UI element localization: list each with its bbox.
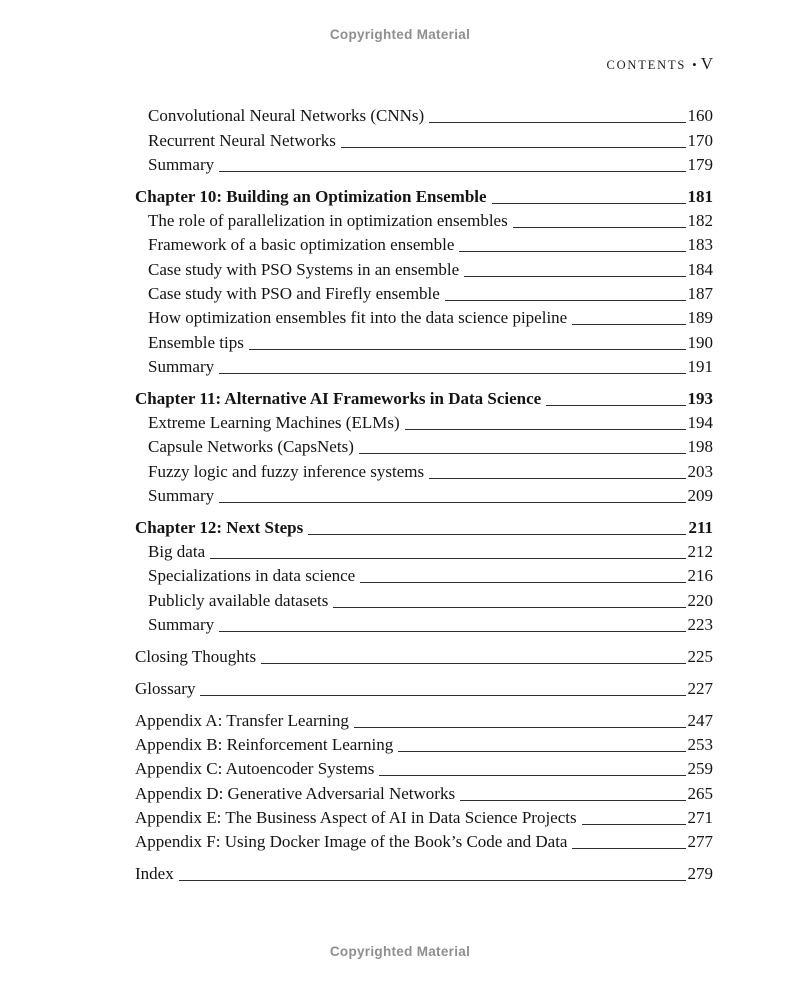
toc-leader-line xyxy=(492,203,686,204)
toc-entry-title: Framework of a basic optimization ensemble xyxy=(148,235,455,255)
toc-leader-line xyxy=(219,631,685,632)
toc-leader-line xyxy=(572,324,685,325)
toc-entry-page: 170 xyxy=(687,130,713,150)
toc-entry-page: 160 xyxy=(687,106,713,126)
toc-leader-line xyxy=(354,727,686,728)
toc-entry-page: 223 xyxy=(687,615,713,635)
toc-entry-title: Appendix F: Using Docker Image of the Book’s Code and Data xyxy=(135,832,568,852)
toc-entry xyxy=(135,434,713,458)
toc-entry-title: Appendix E: The Business Aspect of AI in Data Science Projects xyxy=(135,807,577,827)
toc-leader-line xyxy=(379,775,685,776)
toc-entry xyxy=(135,385,713,409)
toc-entry-title: Specializations in data science xyxy=(148,566,356,586)
copyright-watermark-top: Copyrighted Material xyxy=(329,27,471,42)
toc-entry xyxy=(135,410,713,434)
toc-entry xyxy=(135,707,713,731)
toc-entry-page: 179 xyxy=(687,154,713,174)
toc-entry-title: The role of parallelization in optimization ensembles xyxy=(148,211,508,231)
toc-entry xyxy=(135,329,713,353)
toc-entry-title: How optimization ensembles fit into the data science pipeline xyxy=(148,308,568,328)
toc-entry xyxy=(135,756,713,780)
toc-entry-page: 193 xyxy=(687,388,713,408)
toc-leader-line xyxy=(464,276,685,277)
toc-entry-page: 211 xyxy=(688,517,713,537)
toc-leader-line xyxy=(429,478,685,479)
toc-leader-line xyxy=(341,147,686,148)
toc-entry-page: 265 xyxy=(687,783,713,803)
toc-entry-title: Fuzzy logic and fuzzy inference systems xyxy=(148,461,425,481)
toc-entry xyxy=(135,281,713,305)
toc-entry-title: Publicly available datasets xyxy=(148,590,329,610)
toc-entry xyxy=(135,829,713,853)
toc-entry xyxy=(135,612,713,636)
toc-leader-line xyxy=(359,453,686,454)
toc-entry-title: Appendix A: Transfer Learning xyxy=(135,710,349,730)
toc-entry xyxy=(135,232,713,256)
toc-entry-page: 184 xyxy=(687,259,713,279)
toc xyxy=(135,103,713,885)
toc-entry-page: 194 xyxy=(687,413,713,433)
toc-entry-title: Capsule Networks (CapsNets) xyxy=(148,437,354,457)
header-bullet-separator: • xyxy=(692,57,697,72)
toc-entry-title: Extreme Learning Machines (ELMs) xyxy=(148,413,400,433)
toc-entry-page: 187 xyxy=(687,283,713,303)
toc-entry-title: Convolutional Neural Networks (CNNs) xyxy=(148,106,425,126)
toc-leader-line xyxy=(459,251,685,252)
toc-entry-title: Case study with PSO and Firefly ensemble xyxy=(148,283,440,303)
toc-entry-page: 203 xyxy=(687,461,713,481)
toc-leader-line xyxy=(572,848,685,849)
toc-entry-page: 225 xyxy=(687,646,713,666)
toc-entry-title: Index xyxy=(135,864,174,884)
toc-entry-title: Summary xyxy=(148,154,215,174)
toc-entry-page: 190 xyxy=(687,332,713,352)
toc-entry xyxy=(135,183,713,207)
toc-entry xyxy=(135,458,713,482)
toc-leader-line xyxy=(219,373,685,374)
toc-entry-title: Summary xyxy=(148,615,215,635)
toc-entry-page: 212 xyxy=(687,542,713,562)
toc-entry-page: 259 xyxy=(687,759,713,779)
toc-entry xyxy=(135,127,713,151)
toc-entry-title: Chapter 10: Building an Optimization Ensemble xyxy=(135,186,487,206)
toc-entry-page: 277 xyxy=(687,832,713,852)
toc-entry-title: Summary xyxy=(148,485,215,505)
toc-group xyxy=(135,676,713,700)
toc-leader-line xyxy=(308,534,686,535)
toc-entry-page: 247 xyxy=(687,710,713,730)
toc-entry-page: 253 xyxy=(687,734,713,754)
toc-leader-line xyxy=(333,607,685,608)
toc-group xyxy=(135,707,713,853)
toc-entry xyxy=(135,563,713,587)
toc-group xyxy=(135,861,713,885)
toc-leader-line xyxy=(445,300,686,301)
toc-entry xyxy=(135,515,713,539)
toc-entry-page: 216 xyxy=(687,566,713,586)
toc-entry xyxy=(135,539,713,563)
toc-entry-page: 209 xyxy=(687,485,713,505)
toc-leader-line xyxy=(179,880,686,881)
toc-group xyxy=(135,644,713,668)
toc-entry-page: 227 xyxy=(687,678,713,698)
toc-entry-title: Ensemble tips xyxy=(148,332,244,352)
toc-entry xyxy=(135,861,713,885)
toc-leader-line xyxy=(429,122,685,123)
toc-entry xyxy=(135,483,713,507)
toc-entry-page: 191 xyxy=(687,356,713,376)
header-page-number: V xyxy=(700,54,713,73)
toc-entry xyxy=(135,676,713,700)
toc-group xyxy=(135,183,713,377)
toc-entry-page: 271 xyxy=(687,807,713,827)
toc-entry-title: Case study with PSO Systems in an ensemble xyxy=(148,259,460,279)
toc-leader-line xyxy=(200,695,685,696)
toc-entry-page: 279 xyxy=(687,864,713,884)
toc-entry xyxy=(135,587,713,611)
toc-entry-title: Appendix D: Generative Adversarial Networks xyxy=(135,783,456,803)
toc-leader-line xyxy=(513,227,686,228)
toc-leader-line xyxy=(249,349,686,350)
toc-entry xyxy=(135,732,713,756)
header-contents-label: CONTENTS xyxy=(606,58,687,72)
toc-entry-page: 182 xyxy=(687,211,713,231)
toc-leader-line xyxy=(582,824,686,825)
toc-entry-title: Appendix C: Autoencoder Systems xyxy=(135,759,375,779)
toc-group xyxy=(135,103,713,176)
toc-entry xyxy=(135,354,713,378)
toc-entry xyxy=(135,103,713,127)
toc-entry xyxy=(135,152,713,176)
toc-entry xyxy=(135,805,713,829)
toc-leader-line xyxy=(398,751,685,752)
toc-entry-title: Recurrent Neural Networks xyxy=(148,130,336,150)
toc-entry-title: Chapter 11: Alternative AI Frameworks in Data Science xyxy=(135,388,542,408)
toc-group xyxy=(135,515,713,636)
toc-entry xyxy=(135,256,713,280)
toc-entry-page: 198 xyxy=(687,437,713,457)
toc-leader-line xyxy=(261,663,685,664)
toc-entry-title: Appendix B: Reinforcement Learning xyxy=(135,734,394,754)
toc-entry-page: 189 xyxy=(687,308,713,328)
toc-leader-line xyxy=(360,582,685,583)
toc-entry-title: Summary xyxy=(148,356,215,376)
toc-leader-line xyxy=(405,429,686,430)
toc-entry xyxy=(135,305,713,329)
copyright-watermark-bottom: Copyrighted Material xyxy=(329,944,471,959)
toc-entry-title: Closing Thoughts xyxy=(135,646,257,666)
toc-leader-line xyxy=(219,502,685,503)
toc-entry-title: Big data xyxy=(148,542,206,562)
toc-entry-page: 181 xyxy=(687,186,713,206)
toc-leader-line xyxy=(219,171,685,172)
toc-entry-title: Glossary xyxy=(135,678,196,698)
toc-entry xyxy=(135,644,713,668)
toc-entry-title: Chapter 12: Next Steps xyxy=(135,517,304,537)
toc-leader-line xyxy=(460,800,685,801)
page-header xyxy=(135,54,713,74)
toc-entry-page: 220 xyxy=(687,590,713,610)
toc-leader-line xyxy=(546,405,685,406)
toc-leader-line xyxy=(210,558,685,559)
toc-entry-page: 183 xyxy=(687,235,713,255)
toc-entry xyxy=(135,208,713,232)
toc-entry xyxy=(135,780,713,804)
toc-group xyxy=(135,385,713,506)
